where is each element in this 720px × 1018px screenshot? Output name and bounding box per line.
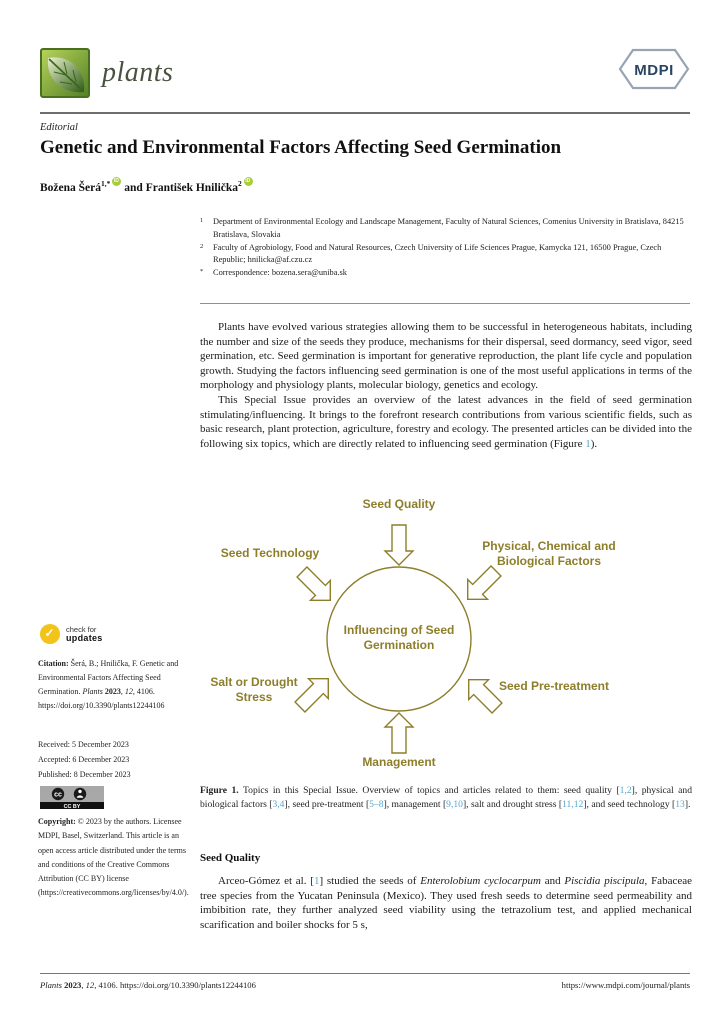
citation-doi[interactable]: , 4106. https://doi.org/10.3390/plants12244106: [38, 687, 165, 710]
citation-block: [38, 657, 190, 713]
figure-1-reference-link[interactable]: 1: [585, 437, 591, 450]
footer-text: ,: [81, 980, 86, 990]
header-divider: [40, 112, 690, 114]
ref-link[interactable]: 5–8: [369, 799, 384, 810]
plants-leaf-icon: [40, 48, 90, 98]
caption-text: ], physical and biological factors [: [200, 785, 692, 810]
updates-line-2: updates: [66, 633, 103, 643]
cc-by-license-badge[interactable]: [40, 786, 104, 809]
header: [40, 48, 690, 98]
ref-link[interactable]: 3,4: [272, 799, 285, 810]
footer-year: 2023: [64, 980, 82, 990]
affiliation-1: [200, 216, 692, 242]
copyright-label: Copyright:: [38, 817, 76, 826]
mdpi-logo-text: MDPI: [634, 62, 674, 79]
mdpi-logo: [618, 48, 690, 90]
footer-divider: [40, 973, 690, 974]
svg-text:cc: cc: [54, 791, 62, 799]
affiliations: [200, 216, 692, 280]
journal-name: plants: [102, 57, 174, 88]
affiliations-divider: [200, 303, 690, 304]
citation-text: ,: [120, 687, 125, 696]
citation-volume: 12: [124, 687, 133, 696]
authors-joiner: and: [121, 181, 146, 194]
topic-salt-drought-stress: Salt or Drought Stress: [210, 675, 298, 704]
author-1-sup: 1,*: [101, 179, 111, 188]
ref-link[interactable]: 11,12: [562, 799, 584, 810]
author-2-name: František Hnilička: [145, 181, 239, 194]
ref-link[interactable]: 1,2: [619, 785, 632, 796]
license-label: CC BY: [63, 804, 81, 809]
ref-link[interactable]: 13: [675, 799, 685, 810]
correspondence: [200, 267, 692, 280]
topic-seed-quality: Seed Quality: [362, 497, 436, 511]
arrow-up-icon: [385, 713, 413, 753]
citation-text: Šerá, B.; Hnilička, F. Genetic and Environmental Factors Affecting Seed Germination.: [38, 659, 179, 696]
footer-journal-url[interactable]: https://www.mdpi.com/journal/plants: [561, 980, 690, 990]
caption-text: ], salt and drought stress [: [462, 799, 563, 810]
check-for-updates-button[interactable]: [40, 624, 103, 644]
footer-volume: 12: [85, 980, 95, 990]
footer-doi-link[interactable]: , 4106. https://doi.org/10.3390/plants12244106: [94, 980, 256, 990]
article-dates: [38, 737, 190, 782]
topic-seed-pretreatment: Seed Pre-treatment: [498, 679, 610, 693]
correspondence-marker: *: [200, 268, 204, 276]
caption-text: ].: [684, 799, 691, 810]
footer: [40, 980, 690, 990]
copyright-text: © 2023 by the authors. Licensee MDPI, Basel, Switzerland. This article is an open access article distributed under the terms and conditions of the Creative Commons Attribution (CC BY) license (https://creativecommons.org/licenses/by/4.0/).: [38, 817, 189, 898]
section-paragraph: [200, 874, 692, 932]
ref-link[interactable]: 9,10: [446, 799, 463, 810]
species-name: Enterolobium cyclocarpum: [420, 875, 541, 887]
correspondence-text: Correspondence: bozena.sera@uniba.sk: [213, 268, 347, 278]
caption-text: ], management [: [383, 799, 447, 810]
copyright-block: [38, 815, 190, 901]
section-text: , Fabaceae tree species from the Yucatan Peninsula (Mexico). They used fresh seeds to determine seed permeability and imbibition rate, they further analyzed seed viability using the tetrazolium test, and applied mechanical scarification and boiler shocks for 5 s,: [200, 875, 692, 931]
arrow-down-icon: [385, 525, 413, 565]
page-title: Genetic and Environmental Factors Affecting Seed Germination: [40, 137, 562, 158]
published-date: Published: 8 December 2023: [38, 770, 131, 779]
affiliation-2-text: Faculty of Agrobiology, Food and Natural Resources, Czech University of Life Sciences Prague, Kamycka 121, 16500 Prague, Czech Republic; hnilicka@af.czu.cz: [213, 242, 662, 265]
check-for-updates-label: [66, 625, 103, 643]
article-type-label: Editorial: [40, 122, 78, 133]
section-text: ] studied the seeds of: [319, 875, 421, 887]
figure-1-diagram: [200, 497, 692, 785]
diagram-center-label: Influencing of Seed Germination: [343, 623, 455, 652]
intro-paragraph-2-text: This Special Issue provides an overview of the latest advances in the field of seed germination stimulating/influencing. It brings to the forefront research contributions from various scientific fields, such as basic research, plant protection, agriculture, forestry and ecology. The presented articles can be divided into the following six topics, which are directly related to influencing seed germination (Figure: [200, 393, 692, 450]
citation-label: Citation:: [38, 659, 69, 668]
topic-management: Management: [362, 755, 436, 769]
affiliation-2-marker: 2: [200, 242, 204, 250]
intro-paragraph-2-end: ).: [590, 437, 598, 450]
orcid-icon[interactable]: [244, 177, 253, 186]
intro-text: [200, 320, 692, 451]
plants-logo: [40, 48, 173, 98]
footer-journal: Plants: [40, 980, 62, 990]
updates-line-1: check for: [66, 625, 97, 634]
citation-journal: Plants: [82, 687, 103, 696]
caption-label: Figure 1.: [200, 785, 239, 796]
checkmark-icon: [40, 624, 60, 644]
intro-paragraph-1: Plants have evolved various strategies allowing them to be successful in heterogeneous habitats, including the number and size of the seeds they produce, mechanisms for their dispersal, seed dormancy, seed vigor, seed germination, etc. Seed germination is important for generative reproduction, the plant life cycle and population growth. Studying the factors influencing seed germination is one of the most useful applications in terms of the morphology and physiology plants, molecular biology, genetics and ecology.: [200, 321, 692, 392]
section-heading-seed-quality: Seed Quality: [200, 852, 261, 864]
accepted-date: Accepted: 6 December 2023: [38, 755, 130, 764]
topic-physical-chemical-biological: Physical, Chemical and Biological Factors: [482, 539, 616, 568]
affiliation-1-marker: 1: [200, 217, 204, 224]
arrow-down-right-icon: [292, 562, 340, 610]
received-date: Received: 5 December 2023: [38, 740, 129, 749]
topic-seed-technology: Seed Technology: [220, 546, 320, 560]
author-1-name: Božena Šerá: [40, 181, 102, 194]
section-text: and: [540, 875, 565, 887]
figure-1-caption: [200, 784, 692, 812]
caption-text: ], seed pre-treatment [: [284, 799, 370, 810]
ref-link[interactable]: 1: [313, 875, 320, 887]
species-name: Piscidia piscipula: [564, 875, 645, 887]
citation-year: 2023: [104, 687, 121, 696]
caption-text: Topics in this Special Issue. Overview of topics and articles related to them: seed quality [: [238, 785, 620, 796]
section-text: Arceo-Gómez et al. [: [218, 875, 314, 887]
author-2-sup: 2: [238, 179, 242, 188]
affiliation-2: [200, 242, 692, 268]
intro-paragraph-2: [200, 393, 692, 451]
authors-line: [40, 177, 253, 194]
affiliation-1-text: Department of Environmental Ecology and Landscape Management, Faculty of Natural Sciences, Comenius University in Bratislava, 84215 Bratislava, Slovakia: [213, 217, 684, 239]
caption-text: ], and seed technology [: [583, 799, 676, 810]
footer-citation: [40, 980, 256, 990]
